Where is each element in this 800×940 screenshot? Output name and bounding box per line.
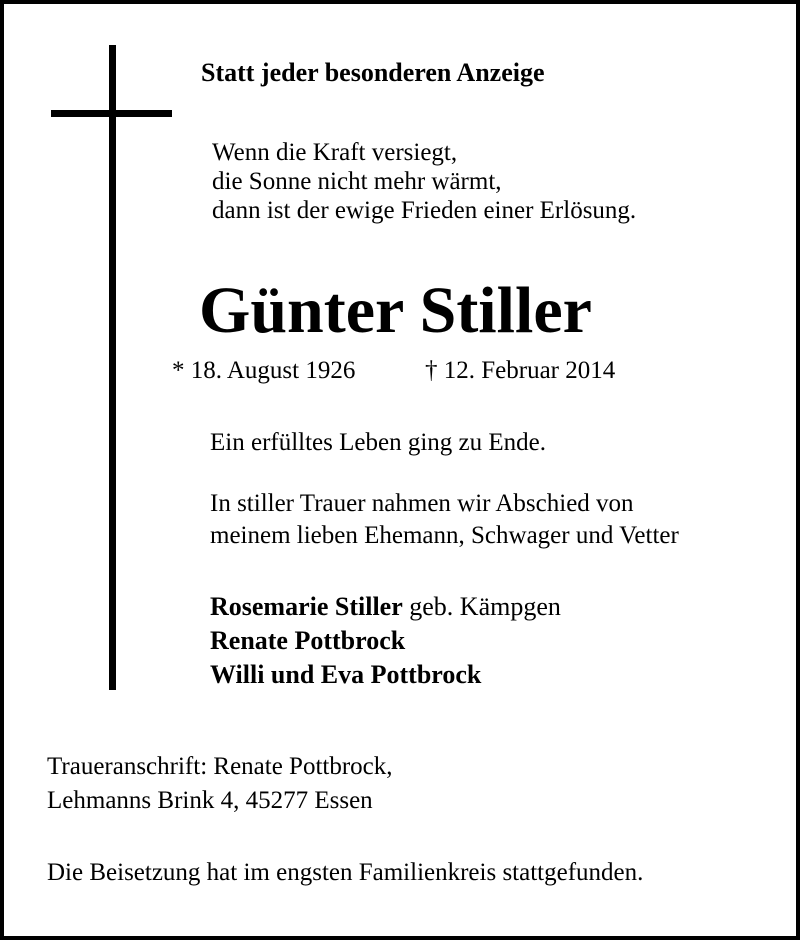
mourning-address	[47, 750, 393, 818]
family-member-name: Rosemarie Stiller	[210, 592, 403, 621]
life-statement: Ein erfülltes Leben ging zu Ende.	[210, 429, 546, 456]
mourning-line: In stiller Trauer nahmen wir Abschied von	[210, 490, 634, 517]
poem	[212, 138, 636, 225]
family-member-suffix: geb. Kämpgen	[402, 592, 561, 621]
cross-vertical-bar	[109, 45, 116, 690]
deceased-name: Günter Stiller	[199, 274, 592, 347]
address-line: Traueranschrift: Renate Pottbrock,	[47, 753, 393, 780]
mourning-line: meinem lieben Ehemann, Schwager und Vetter	[210, 522, 679, 549]
family-member-name: Renate Pottbrock	[210, 626, 406, 655]
birth-date: * 18. August 1926	[172, 357, 356, 384]
family-member-name: Willi und Eva Pottbrock	[210, 660, 482, 689]
family-member	[210, 658, 561, 692]
death-date: † 12. Februar 2014	[425, 357, 616, 384]
funeral-note: Die Beisetzung hat im engsten Familienkreis stattgefunden.	[47, 859, 644, 886]
poem-line: dann ist der ewige Frieden einer Erlösung.	[212, 197, 637, 224]
family-member	[210, 624, 561, 658]
family-member	[210, 590, 561, 624]
poem-line: Wenn die Kraft versiegt,	[212, 139, 458, 166]
notice-header: Statt jeder besonderen Anzeige	[201, 58, 545, 87]
poem-line: die Sonne nicht mehr wärmt,	[212, 168, 502, 195]
address-line: Lehmanns Brink 4, 45277 Essen	[47, 787, 373, 814]
mourning-text	[210, 488, 679, 552]
cross-horizontal-bar	[51, 110, 172, 117]
family-list	[210, 590, 561, 692]
